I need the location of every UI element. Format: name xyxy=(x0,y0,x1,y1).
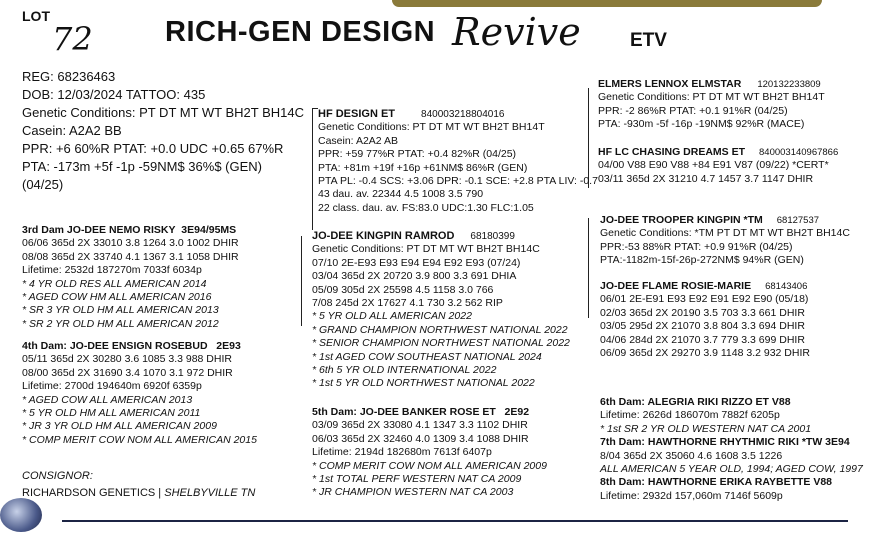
dam-line: 05/09 305d 2X 25598 4.5 1158 3.0 766 xyxy=(312,283,494,296)
fourth-dam-line: 08/00 365d 2X 31690 3.4 1070 3.1 972 DHIR xyxy=(22,366,233,379)
fourth-dam-name: 4th Dam: JO-DEE ENSIGN ROSEBUD xyxy=(22,340,208,352)
second-dam-name: JO-DEE FLAME ROSIE-MARIE xyxy=(600,280,752,292)
sire-block xyxy=(318,108,598,215)
second-dam-line: 02/03 365d 2X 20190 3.5 703 3.3 661 DHIR xyxy=(600,306,805,319)
dam-honor: * GRAND CHAMPION NORTHWEST NATIONAL 2022 xyxy=(312,323,568,336)
sire-dam-block xyxy=(598,146,838,186)
fifth-dam-honor: * COMP MERIT COW NOM ALL AMERICAN 2009 xyxy=(312,459,547,472)
sire-line: Genetic Conditions: PT DT MT WT BH2T BH14T xyxy=(318,121,545,134)
second-dam-line: 06/09 365d 2X 29270 3.9 1148 3.2 932 DHIR xyxy=(600,347,810,360)
fifth-dam-line: Lifetime: 2194d 182680m 7613f 6407p xyxy=(312,446,492,459)
genetic-conditions: Genetic Conditions: PT DT MT WT BH2T BH14C xyxy=(22,105,305,120)
third-dam-line: Lifetime: 2532d 187270m 7033f 6034p xyxy=(22,264,202,277)
dam-line: 03/04 365d 2X 20720 3.9 800 3.3 691 DHIA xyxy=(312,270,517,283)
sire-dam-reg: 840003140967866 xyxy=(759,147,839,158)
header-photo-strip xyxy=(392,0,822,7)
title-script-name: Revive xyxy=(452,10,581,54)
sire-sire-line: Genetic Conditions: PT DT MT WT BH2T BH14T xyxy=(598,91,825,104)
seventh-dam-line: 8/04 365d 2X 35060 4.6 1608 3.5 1226 xyxy=(600,449,783,462)
sixth-dam-block xyxy=(600,396,863,503)
third-dam-line: 08/08 365d 2X 33740 4.1 1367 3.1 1058 DHIR xyxy=(22,250,239,263)
second-dam-reg: 68143406 xyxy=(765,281,808,292)
lot-number: 72 xyxy=(52,20,93,58)
fourth-dam-line: Lifetime: 2700d 194640m 6920f 6359p xyxy=(22,380,202,393)
seventh-dam-name: 7th Dam: HAWTHORNE RHYTHMIC RIKI *TW 3E94 xyxy=(600,436,850,449)
dob-tattoo: DOB: 12/03/2024 TATTOO: 435 xyxy=(22,87,206,102)
mgs-line: PPR:-53 88%R PTAT: +0.9 91%R (04/25) xyxy=(600,240,793,253)
casein: Casein: A2A2 BB xyxy=(22,123,122,138)
fifth-dam-honor: * JR CHAMPION WESTERN NAT CA 2003 xyxy=(312,486,514,499)
fourth-dam-honor: * 5 YR OLD HM ALL AMERICAN 2011 xyxy=(22,407,201,420)
sire-name: HF DESIGN ET xyxy=(318,108,396,120)
fourth-dam-honor: * JR 3 YR OLD HM ALL AMERICAN 2009 xyxy=(22,420,217,433)
sire-line: PPR: +59 77%R PTAT: +0.4 82%R (04/25) xyxy=(318,148,517,161)
third-dam-honor: * SR 2 YR OLD HM ALL AMERICAN 2012 xyxy=(22,317,219,330)
third-dam-code: 3E94/95MS xyxy=(181,224,237,236)
reg-number: REG: 68236463 xyxy=(22,69,116,84)
fifth-dam-block xyxy=(312,406,547,500)
sire-line: 43 dau. av. 22344 4.5 1008 3.5 790 xyxy=(318,188,484,201)
sire-bracket xyxy=(312,108,313,230)
fifth-dam-line: 03/09 365d 2X 33080 4.1 1347 3.3 1102 DHIR xyxy=(312,419,528,432)
globe-icon xyxy=(0,498,42,532)
eighth-dam-line: Lifetime: 2932d 157,060m 7146f 5609p xyxy=(600,489,783,502)
dam-name: JO-DEE KINGPIN RAMROD xyxy=(312,230,455,242)
sire-sire-line: PTA: -930m -5f -16p -19NM$ 92%R (MACE) xyxy=(598,118,805,131)
dam-block xyxy=(312,230,570,391)
consignor-name: RICHARDSON GENETICS xyxy=(22,487,156,499)
sire-line: 22 class. dau. av. FS:83.0 UDC:1.30 FLC:1.05 xyxy=(318,201,534,214)
lot-label: LOT xyxy=(22,8,50,24)
third-dam-honor: * SR 3 YR OLD HM ALL AMERICAN 2013 xyxy=(22,304,219,317)
mgs-line: PTA:-1182m-15f-26p-272NM$ 94%R (GEN) xyxy=(600,254,804,267)
sixth-dam-line: Lifetime: 2626d 186070m 7882f 6205p xyxy=(600,409,780,422)
ppr: PPR: +6 60%R PTAT: +0.0 UDC +0.65 67%R xyxy=(22,141,284,156)
eighth-dam-name: 8th Dam: HAWTHORNE ERIKA RAYBETTE V88 xyxy=(600,476,833,489)
mgs-line: Genetic Conditions: *TM PT DT MT WT BH2T BH14C xyxy=(600,227,850,240)
dam-honor: * SENIOR CHAMPION NORTHWEST NATIONAL 2022 xyxy=(312,337,570,350)
mgs-reg: 68127537 xyxy=(776,215,820,226)
third-dam-line: 06/06 365d 2X 33010 3.8 1264 3.0 1002 DHIR xyxy=(22,237,239,250)
consignor xyxy=(22,487,255,499)
sixth-dam-honor: * 1st SR 2 YR OLD WESTERN NAT CA 2001 xyxy=(600,422,812,435)
fifth-dam-code: 2E92 xyxy=(504,406,530,418)
sire-sire-reg: 120132233809 xyxy=(757,79,821,90)
sire-sire-block xyxy=(598,78,825,132)
third-dam-name: 3rd Dam JO-DEE NEMO RISKY xyxy=(22,224,176,236)
third-dam-honor: * 4 YR OLD RES ALL AMERICAN 2014 xyxy=(22,277,207,290)
dam-honor: * 5 YR OLD ALL AMERICAN 2022 xyxy=(312,310,472,323)
dam-reg: 68180399 xyxy=(470,231,515,242)
third-dam-block xyxy=(22,224,239,331)
sire-line: PTA: +81m +19f +16p +61NM$ 86%R (GEN) xyxy=(318,161,528,174)
dam-line: 07/10 2E-E93 E93 E94 E94 E92 E93 (07/24) xyxy=(312,256,521,269)
footer-rule xyxy=(62,520,848,522)
consignor-separator: | xyxy=(155,487,165,499)
fifth-dam-line: 06/03 365d 2X 32460 4.0 1309 3.4 1088 DHIR xyxy=(312,432,529,445)
dam-honor: * 1st 5 YR OLD NORTHWEST NATIONAL 2022 xyxy=(312,377,535,390)
seventh-dam-honor: ALL AMERICAN 5 YEAR OLD, 1994; AGED COW, 1997 xyxy=(600,463,863,476)
fifth-dam-name: 5th Dam: JO-DEE BANKER ROSE ET xyxy=(312,406,496,418)
dam-line: 7/08 245d 2X 17627 4.1 730 3.2 562 RIP xyxy=(312,297,503,310)
consignor-label: CONSIGNOR: xyxy=(22,470,93,482)
second-dam-block xyxy=(600,280,810,360)
fourth-dam-honor: * COMP MERIT COW NOM ALL AMERICAN 2015 xyxy=(22,433,257,446)
title-suffix: ETV xyxy=(630,30,667,51)
sixth-dam-name: 6th Dam: ALEGRIA RIKI RIZZO ET V88 xyxy=(600,396,791,408)
dam-bracket xyxy=(301,236,302,326)
pta: PTA: -173m +5f -1p -59NM$ 36%$ (GEN) xyxy=(22,159,262,174)
main-info-block xyxy=(22,68,312,194)
sire-line: PTA PL: -0.4 SCS: +3.06 DPR: -0.1 SCE: +2.8 PTA LIV: -0.7 xyxy=(318,175,598,188)
sire-sire-line: PPR: -2 86%R PTAT: +0.1 91%R (04/25) xyxy=(598,104,788,117)
fourth-dam-block xyxy=(22,340,257,447)
fourth-dam-honor: * AGED COW ALL AMERICAN 2013 xyxy=(22,393,193,406)
fourth-dam-code: 2E93 xyxy=(216,340,241,352)
mgs-block xyxy=(600,214,850,268)
fifth-dam-honor: * 1st TOTAL PERF WESTERN NAT CA 2009 xyxy=(312,473,522,486)
consignor-city: SHELBYVILLE TN xyxy=(164,487,256,499)
sire-reg: 840003218804016 xyxy=(421,109,505,120)
dam-line: Genetic Conditions: PT DT MT WT BH2T BH14C xyxy=(312,243,540,256)
pta-date: (04/25) xyxy=(22,177,64,192)
sire-dam-name: HF LC CHASING DREAMS ET xyxy=(598,146,745,158)
sire-line: Casein: A2A2 AB xyxy=(318,134,398,147)
second-dam-line: 04/06 284d 2X 21070 3.7 779 3.3 699 DHIR xyxy=(600,333,805,346)
second-dam-line: 06/01 2E-E91 E93 E92 E91 E92 E90 (05/18) xyxy=(600,293,809,306)
dam-honor: * 1st AGED COW SOUTHEAST NATIONAL 2024 xyxy=(312,350,542,363)
sire-dam-line: 04/00 V88 E90 V88 +84 E91 V87 (09/22) *CERT* xyxy=(598,159,829,172)
sire-sire-name: ELMERS LENNOX ELMSTAR xyxy=(598,78,742,90)
mgs-name: JO-DEE TROOPER KINGPIN *TM xyxy=(600,214,763,226)
sire-dam-line: 03/11 365d 2X 31210 4.7 1457 3.7 1147 DHIR xyxy=(598,172,814,185)
page-title: RICH-GEN DESIGN xyxy=(165,16,436,48)
fourth-dam-line: 05/11 365d 2X 30280 3.6 1085 3.3 988 DHIR xyxy=(22,353,232,366)
third-dam-honor: * AGED COW HM ALL AMERICAN 2016 xyxy=(22,291,212,304)
mgs-bracket xyxy=(588,218,589,318)
second-dam-line: 03/05 295d 2X 21070 3.8 804 3.3 694 DHIR xyxy=(600,320,805,333)
dam-honor: * 6th 5 YR OLD INTERNATIONAL 2022 xyxy=(312,364,497,377)
